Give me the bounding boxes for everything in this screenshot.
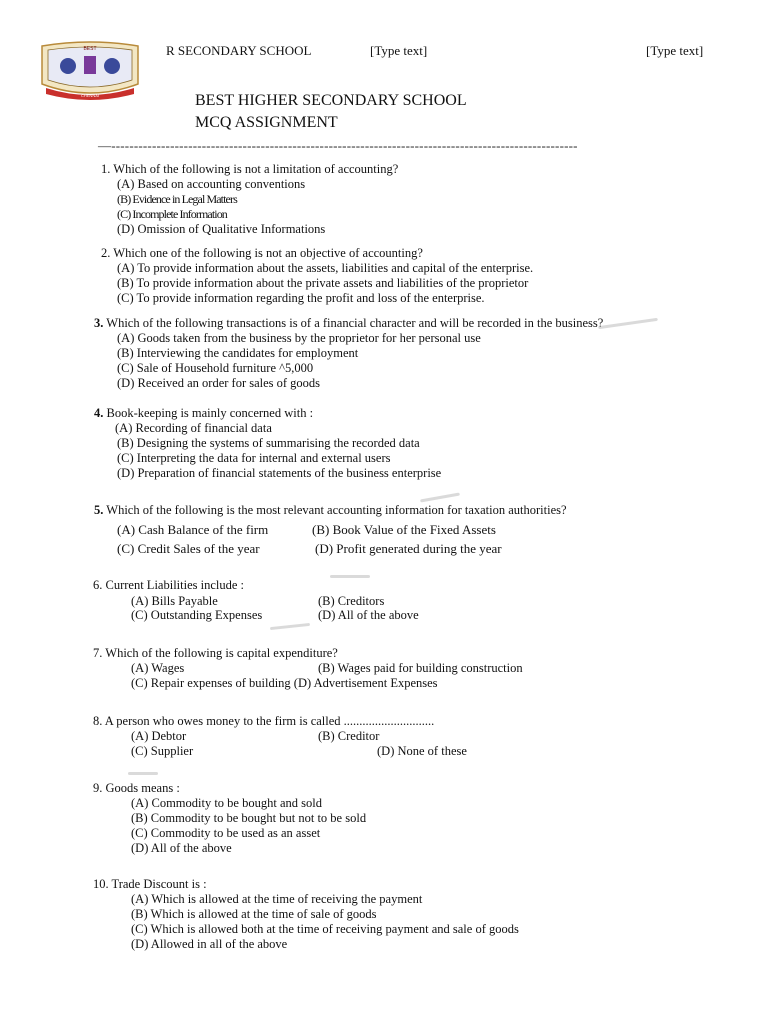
question-number: 4. — [94, 406, 104, 420]
option-b: (B) Interviewing the candidates for employment — [117, 346, 359, 360]
option-c: (C) To provide information regarding the profit and loss of the enterprise. — [117, 291, 485, 305]
option-b: (B) Designing the systems of summarising the recorded data — [117, 436, 420, 450]
option-b: (B) Which is allowed at the time of sale of goods — [131, 907, 377, 921]
option-a: (A) Goods taken from the business by the proprietor for her personal use — [117, 331, 481, 345]
svg-text:CHENNAI: CHENNAI — [80, 93, 100, 98]
option-c: (C) Incomplete Information — [117, 207, 227, 221]
option-d: (D) Omission of Qualitative Informations — [117, 222, 326, 236]
option-c: (C) Supplier — [131, 744, 194, 758]
question-number: 5. — [94, 503, 104, 517]
question-text: 10. Trade Discount is : — [93, 877, 207, 891]
option-d: (D) Received an order for sales of goods — [117, 376, 321, 390]
option-c: (C) Credit Sales of the year — [117, 541, 260, 556]
question-1 — [101, 162, 398, 237]
scan-smudge — [330, 575, 370, 578]
option-a: (A) To provide information about the assets, liabilities and capital of the enterprise. — [117, 261, 534, 275]
question-text: 1. Which of the following is not a limitation of accounting? — [101, 162, 399, 176]
option-a: (A) Bills Payable — [131, 594, 218, 608]
question-4 — [94, 406, 441, 481]
option-b: (B) Evidence in Legal Matters — [117, 192, 237, 206]
option-a: (A) Commodity to be bought and sold — [131, 796, 322, 810]
option-d: (D) Preparation of financial statements of the business enterprise — [117, 466, 442, 480]
option-b: (B) To provide information about the private assets and liabilities of the proprietor — [117, 276, 529, 290]
question-10 — [93, 877, 519, 952]
assignment-title: MCQ ASSIGNMENT — [195, 114, 338, 131]
svg-text:BEST: BEST — [83, 46, 97, 52]
option-b: (B) Creditors — [318, 594, 385, 608]
option-a: (A) Wages — [131, 661, 185, 675]
scan-smudge — [420, 493, 460, 503]
question-6: 6. Current Liabilities include : — [93, 578, 245, 592]
question-text: Which of the following transactions is of a financial character and will be recorded in the business? — [103, 316, 604, 330]
option-b: (B) Commodity to be bought but not to be sold — [131, 811, 367, 825]
option-c: (C) Commodity to be used as an asset — [131, 826, 321, 840]
option-a: (A) Based on accounting conventions — [117, 177, 306, 191]
option-d: (D) All of the above — [318, 608, 419, 622]
option-b: (B) Creditor — [318, 729, 380, 743]
header-placeholder-right: [Type text] — [646, 43, 704, 58]
option-d: (D) None of these — [377, 744, 467, 758]
scan-smudge — [598, 318, 658, 329]
scan-smudge — [270, 623, 310, 630]
scan-smudge — [128, 772, 158, 775]
option-a: (A) Which is allowed at the time of receiving the payment — [131, 892, 423, 906]
option-c: (C) Outstanding Expenses — [131, 608, 263, 622]
option-c: (C) Sale of Household furniture ^5,000 — [117, 361, 314, 375]
option-c: (C) Which is allowed both at the time of receiving payment and sale of goods — [131, 922, 519, 936]
option-b: (B) Book Value of the Fixed Assets — [312, 522, 496, 537]
option-b: (B) Wages paid for building construction — [318, 661, 523, 675]
option-d: (D) Profit generated during the year — [315, 541, 502, 556]
question-7: 7. Which of the following is capital expenditure? — [93, 646, 338, 660]
option-a: (A) Debtor — [131, 729, 187, 743]
option-c-d: (C) Repair expenses of building (D) Advertisement Expenses — [131, 676, 438, 690]
question-text: Book-keeping is mainly concerned with : — [103, 406, 314, 420]
question-8: 8. A person who owes money to the firm is called ............................. — [93, 714, 435, 728]
question-number: 3. — [94, 316, 104, 330]
option-a: (A) Recording of financial data — [115, 421, 272, 435]
option-d: (D) All of the above — [131, 841, 232, 855]
school-logo — [38, 40, 142, 102]
question-3 — [94, 316, 603, 391]
question-2 — [101, 246, 533, 306]
question-5 — [94, 503, 567, 518]
question-text: Which of the following is the most relevant accounting information for taxation authorities? — [103, 503, 567, 517]
option-a: (A) Cash Balance of the firm — [117, 522, 269, 537]
header-placeholder-center: [Type text] — [370, 43, 428, 58]
option-d: (D) Allowed in all of the above — [131, 937, 288, 951]
question-text: 2. Which one of the following is not an objective of accounting? — [101, 246, 423, 260]
option-c: (C) Interpreting the data for internal and external users — [117, 451, 391, 465]
question-9 — [93, 781, 366, 856]
school-title: BEST HIGHER SECONDARY SCHOOL — [195, 92, 467, 109]
header-school-name: R SECONDARY SCHOOL — [166, 43, 312, 58]
title-rule: —------------------------------------------------------------------------------------------------------- — [98, 138, 578, 153]
question-text: 9. Goods means : — [93, 781, 180, 795]
